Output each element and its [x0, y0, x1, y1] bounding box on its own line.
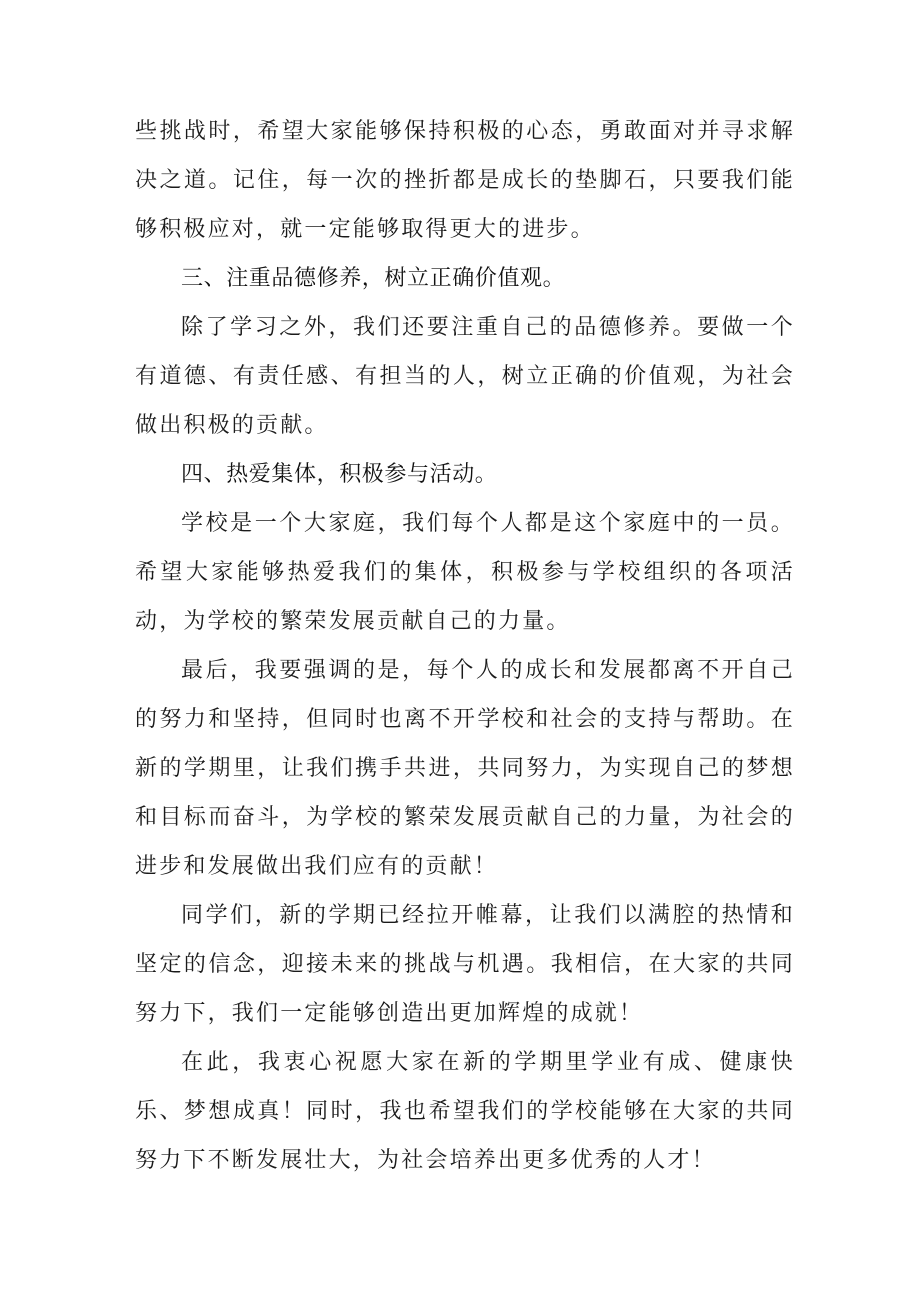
- paragraph-continuation: 些挑战时，希望大家能够保持积极的心态，勇敢面对并寻求解决之道。记住，每一次的挫折都是成长的垫脚石，只要我们能够积极应对，就一定能够取得更大的进步。: [135, 119, 795, 242]
- section-heading-4: 四、热爱集体，积极参与活动。: [181, 462, 498, 487]
- paragraph-closing-wishes: 在此，我衷心祝愿大家在新的学期里学业有成、健康快乐、梦想成真！同时，我也希望我们的学校能够在大家的共同努力下不断发展壮大，为社会培养出更多优秀的人才！: [135, 1050, 795, 1173]
- document-body: [135, 107, 795, 1185]
- paragraph-moral-character: 除了学习之外，我们还要注重自己的品德修养。要做一个有道德、有责任感、有担当的人，树立正确的价值观，为社会做出积极的贡献。: [135, 315, 795, 438]
- paragraph-new-semester: 同学们，新的学期已经拉开帷幕，让我们以满腔的热情和坚定的信念，迎接未来的挑战与机遇。我相信，在大家的共同努力下，我们一定能够创造出更加辉煌的成就！: [135, 903, 795, 1026]
- paragraph-conclusion: 最后，我要强调的是，每个人的成长和发展都离不开自己的努力和坚持，但同时也离不开学校和社会的支持与帮助。在新的学期里，让我们携手共进，共同努力，为实现自己的梦想和目标而奋斗，为学校的繁荣发展贡献自己的力量，为社会的进步和发展做出我们应有的贡献！: [135, 658, 795, 879]
- paragraph-collective: 学校是一个大家庭，我们每个人都是这个家庭中的一员。希望大家能够热爱我们的集体，积极参与学校组织的各项活动，为学校的繁荣发展贡献自己的力量。: [135, 511, 795, 634]
- section-heading-3: 三、注重品德修养，树立正确价值观。: [181, 266, 566, 291]
